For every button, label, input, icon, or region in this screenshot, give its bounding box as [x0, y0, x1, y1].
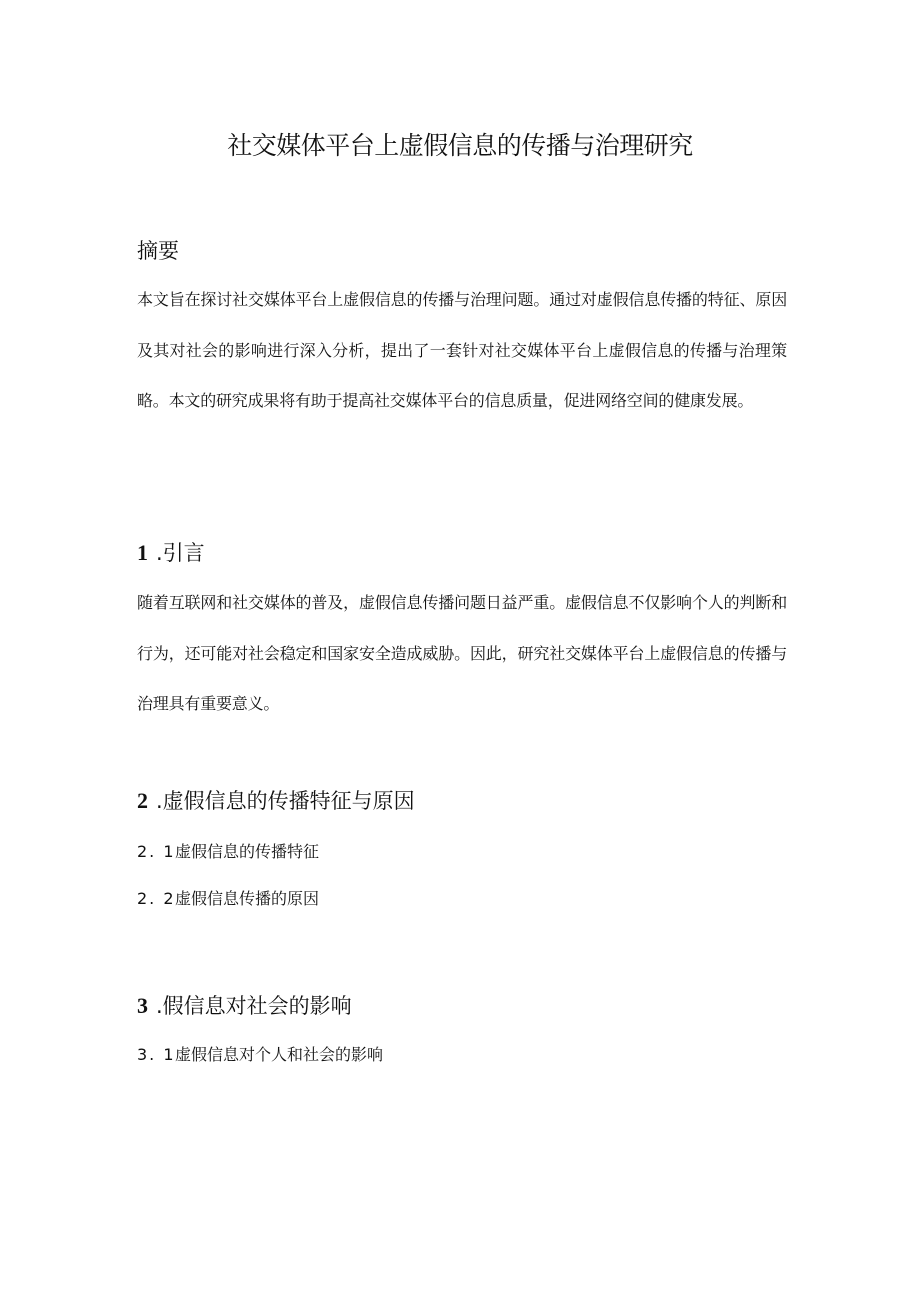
subsection-title: 虚假信息对个人和社会的影响	[175, 1045, 384, 1064]
section-number: 2	[137, 788, 148, 813]
abstract-heading: 摘要	[137, 239, 179, 263]
document-title: 社交媒体平台上虚假信息的传播与治理研究	[227, 131, 693, 160]
section-title: .引言	[156, 541, 205, 565]
subsection-number: 3. 1	[137, 1045, 176, 1064]
section-heading-2	[137, 786, 415, 816]
subsection-title: 虚假信息的传播特征	[175, 842, 320, 861]
section-heading-3	[137, 991, 352, 1021]
section-number: 1	[137, 540, 148, 565]
subsection-2-1	[137, 840, 319, 864]
abstract-body: 本文旨在探讨社交媒体平台上虚假信息的传播与治理问题。通过对虚假信息传播的特征、原因及其对社会的影响进行深入分析，提出了一套针对社交媒体平台上虚假信息的传播与治理策略。本文的研究成果将有助于提高社交媒体平台的信息质量，促进网络空间的健康发展。	[137, 290, 787, 410]
section-heading-1	[137, 538, 205, 568]
subsection-number: 2. 2	[137, 889, 176, 908]
subsection-3-1	[137, 1043, 383, 1067]
subsection-number: 2. 1	[137, 842, 176, 861]
subsection-2-2	[137, 887, 319, 911]
introduction-body: 随着互联网和社交媒体的普及，虚假信息传播问题日益严重。虚假信息不仅影响个人的判断和行为，还可能对社会稳定和国家安全造成威胁。因此，研究社交媒体平台上虚假信息的传播与治理具有重要意义。	[137, 593, 787, 713]
section-title: .虚假信息的传播特征与原因	[156, 789, 415, 813]
subsection-title: 虚假信息传播的原因	[175, 889, 320, 908]
section-number: 3	[137, 993, 148, 1018]
section-title: .假信息对社会的影响	[156, 994, 352, 1018]
